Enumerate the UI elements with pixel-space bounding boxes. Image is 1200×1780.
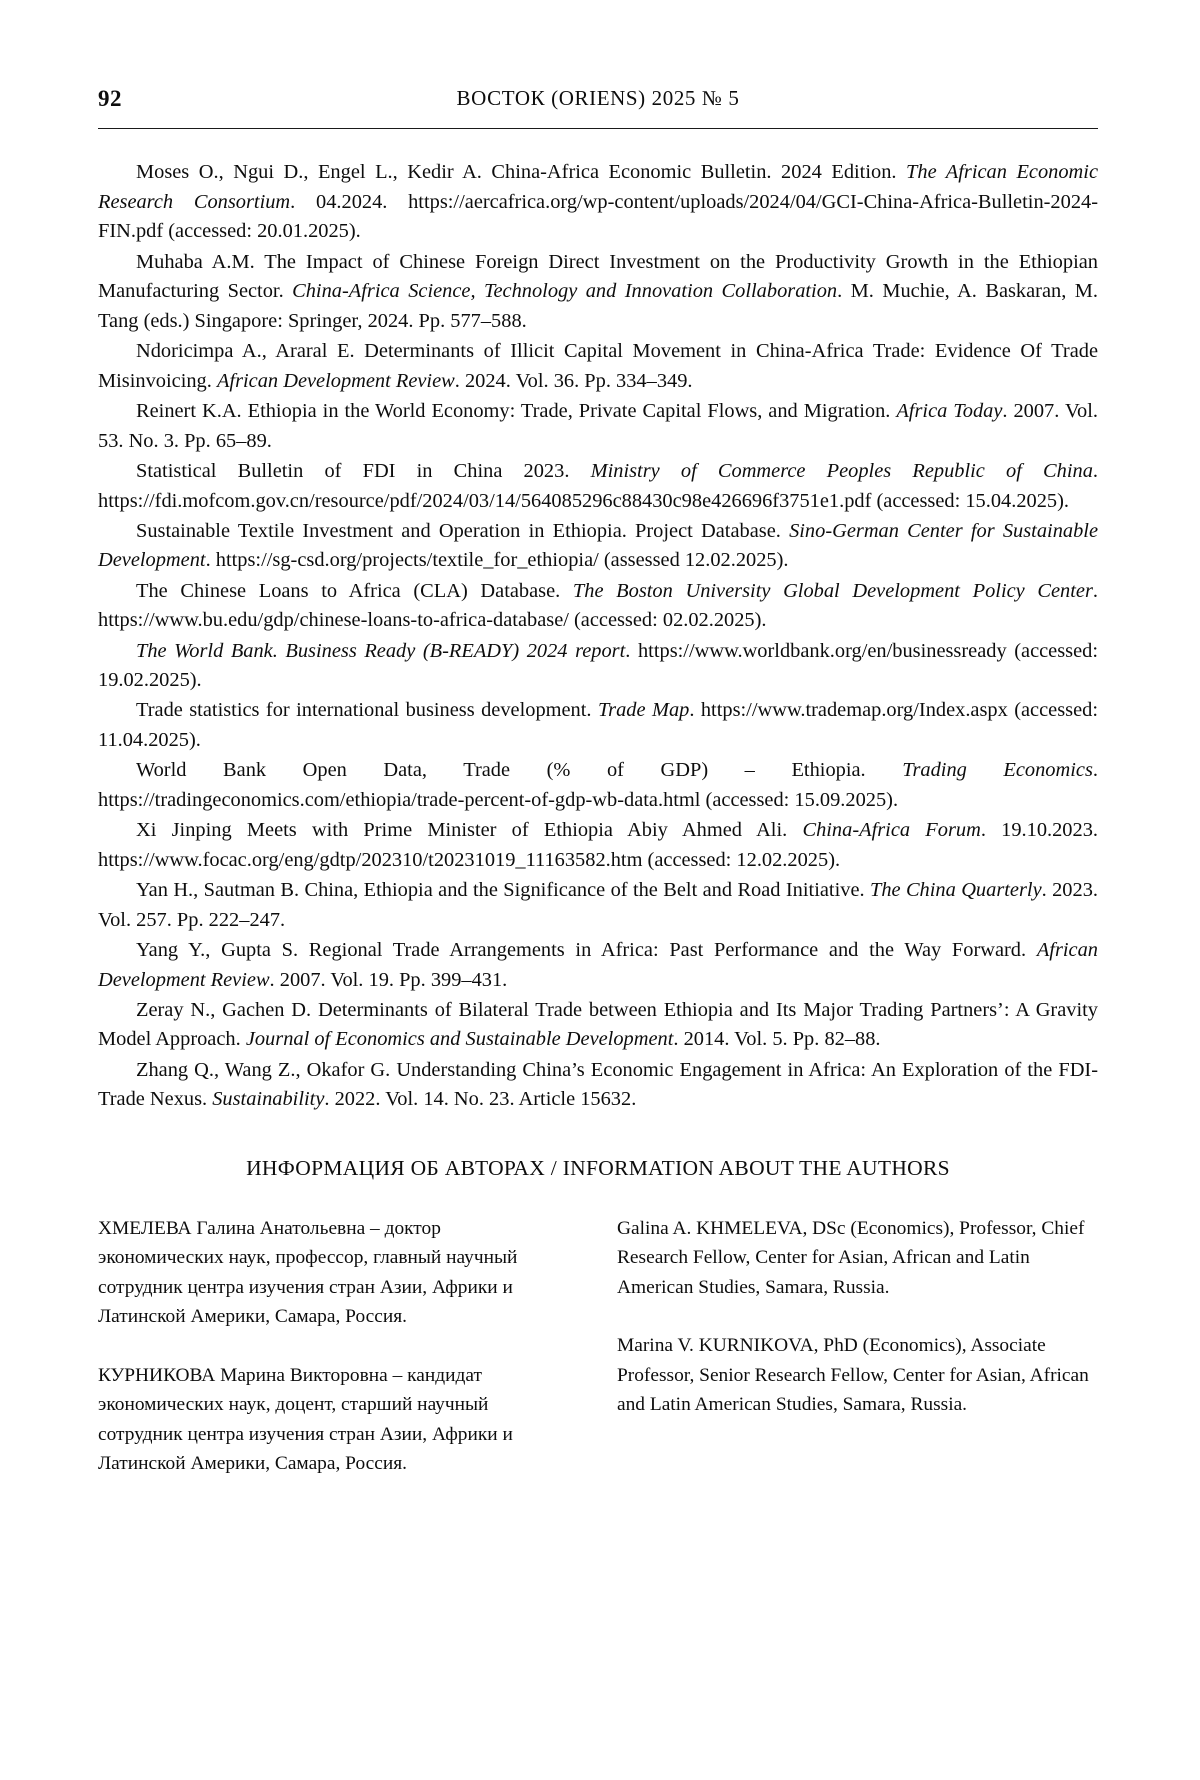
reference-text: Statistical Bulletin of FDI in China 2023. bbox=[136, 459, 591, 482]
reference-text: . 2022. Vol. 14. No. 23. Article 15632. bbox=[324, 1088, 637, 1111]
header-divider bbox=[98, 128, 1098, 129]
author-bio-ru: ХМЕЛЕВА Галина Анатольевна – доктор экономических наук, профессор, главный научный сотрудник центра изучения стран Азии, Африки и Латинской Америки, Самара, Россия. bbox=[98, 1218, 518, 1328]
reference-text: Zeray N., Gachen D. Determinants of Bilateral Trade between Ethiopia and Its Major Trading Partners’: A Gravity Model Approach. bbox=[98, 998, 1098, 1051]
page-content bbox=[98, 86, 1098, 1508]
reference-text: . https://www.trademap.org/Index.aspx (accessed: 11.04.2025). bbox=[98, 699, 1098, 752]
reference-text: Trade statistics for international business development. bbox=[136, 699, 598, 722]
reference-text: Zhang Q., Wang Z., Okafor G. Understanding China’s Economic Engagement in Africa: An Exploration of the FDI-Trade Nexus. bbox=[98, 1058, 1098, 1111]
reference-text: . https://www.bu.edu/gdp/chinese-loans-to-africa-database/ (accessed: 02.02.2025). bbox=[98, 579, 1098, 632]
reference-source-title: Journal of Economics and Sustainable Development bbox=[245, 1028, 674, 1051]
reference-entry bbox=[98, 637, 1098, 696]
reference-text: . https://tradingeconomics.com/ethiopia/trade-percent-of-gdp-wb-data.html (accessed: 15.09.2025). bbox=[98, 759, 1098, 811]
reference-source-title: Africa Today bbox=[896, 400, 1003, 422]
page-header bbox=[98, 86, 1098, 120]
reference-source-title: Ministry of Commerce Peoples Republic of China bbox=[590, 459, 1093, 482]
reference-source-title: Sustainability bbox=[212, 1088, 325, 1111]
reference-entry bbox=[98, 397, 1098, 456]
reference-text: Reinert K.A. Ethiopia in the World Economy: Trade, Private Capital Flows, and Migration. bbox=[136, 400, 897, 422]
reference-text: Ndoricimpa A., Araral E. Determinants of Illicit Capital Movement in China-Africa Trade: Evidence Of Trade Misinvoicing. bbox=[98, 340, 1098, 392]
reference-source-title: The World Bank. Business Ready (B-READY) 2024 report bbox=[136, 639, 626, 662]
reference-text: Moses O., Ngui D., Engel L., Kedir A. China-Africa Economic Bulletin. 2024 Edition. bbox=[136, 161, 907, 183]
reference-entry bbox=[98, 816, 1098, 875]
reference-source-title: China-Africa Forum bbox=[802, 819, 981, 842]
page-number: 92 bbox=[98, 86, 122, 111]
reference-text: . 2024. Vol. 36. Pp. 334–349. bbox=[454, 369, 693, 392]
reference-text: Yan H., Sautman B. China, Ethiopia and the Significance of the Belt and Road Initiative. bbox=[136, 879, 870, 901]
author-bio-en: Marina V. KURNIKOVA, PhD (Economics), Associate Professor, Senior Research Fellow, Center for Asian, African and Latin American Studies, Samara, Russia. bbox=[617, 1335, 1089, 1416]
reference-source-title: Trade Map bbox=[597, 699, 690, 722]
reference-entry bbox=[98, 696, 1098, 755]
reference-text: Xi Jinping Meets with Prime Minister of Ethiopia Abiy Ahmed Ali. bbox=[136, 819, 803, 842]
reference-entry bbox=[98, 1056, 1098, 1115]
reference-text: . https://sg-csd.org/projects/textile_for_ethiopia/ (assessed 12.02.2025). bbox=[205, 549, 789, 572]
reference-source-title: The African Economic Research Consortium bbox=[98, 161, 1098, 213]
reference-entry bbox=[98, 457, 1098, 516]
reference-text: . 2014. Vol. 5. Pp. 82–88. bbox=[673, 1028, 881, 1051]
reference-source-title: Trading Economics bbox=[902, 759, 1093, 782]
reference-source-title: The Boston University Global Development Policy Center bbox=[572, 579, 1093, 602]
reference-text: . 2007. Vol. 53. No. 3. Pp. 65–89. bbox=[98, 400, 1098, 452]
reference-source-title: Sino-German Center for Sustainable Development bbox=[98, 519, 1099, 572]
reference-text: World Bank Open Data, Trade (% of GDP) – Ethiopia. bbox=[136, 759, 903, 782]
author-bio-ru: КУРНИКОВА Марина Викторовна – кандидат экономических наук, доцент, старший научный сотрудник центра изучения стран Азии, Африки и Латинской Америки, Самара, Россия. bbox=[98, 1364, 513, 1475]
reference-text: . M. Muchie, A. Baskaran, M. Tang (eds.) Singapore: Springer, 2024. Pp. 577–588. bbox=[98, 280, 1098, 332]
reference-entry bbox=[98, 158, 1098, 247]
authors-section-title: ИНФОРМАЦИЯ ОБ АВТОРАХ / INFORMATION ABOUT THE AUTHORS bbox=[246, 1156, 950, 1180]
reference-source-title: The China Quarterly bbox=[869, 879, 1042, 901]
reference-text: Muhaba A.M. The Impact of Chinese Foreign Direct Investment on the Productivity Growth in the Ethiopian Manufacturing Sector. bbox=[98, 250, 1098, 303]
references-list bbox=[98, 158, 1098, 1115]
authors-column-english bbox=[617, 1214, 1098, 1508]
reference-entry bbox=[98, 337, 1098, 396]
reference-entry bbox=[98, 876, 1098, 935]
reference-entry bbox=[98, 936, 1098, 995]
reference-text: Sustainable Textile Investment and Operation in Ethiopia. Project Database. bbox=[136, 519, 790, 542]
reference-text: . https://fdi.mofcom.gov.cn/resource/pdf/2024/03/14/564085296c88430c98e426696f3751e1.pdf (accessed: 15.04.2025). bbox=[98, 459, 1099, 512]
authors-column-russian bbox=[98, 1214, 579, 1508]
reference-source-title: African Development Review bbox=[216, 369, 455, 392]
reference-entry bbox=[98, 756, 1098, 815]
reference-text: . 04.2024. https://aercafrica.org/wp-content/uploads/2024/04/GCI-China-Africa-Bulletin-2024-FIN.pdf (accessed: 20.01.2025). bbox=[98, 190, 1098, 243]
reference-text: . 2023. Vol. 257. Pp. 222–247. bbox=[98, 879, 1098, 931]
reference-text: . 2007. Vol. 19. Pp. 399–431. bbox=[269, 968, 508, 991]
reference-text: Yang Y., Gupta S. Regional Trade Arrangements in Africa: Past Performance and the Way Forward. bbox=[136, 938, 1037, 961]
authors-section bbox=[98, 1214, 1098, 1508]
author-bio-en: Galina A. KHMELEVA, DSc (Economics), Professor, Chief Research Fellow, Center for Asian, African and Latin American Studies, Samara, Russia. bbox=[617, 1218, 1085, 1298]
running-title: ВОСТОК (ORIENS) 2025 № 5 bbox=[456, 86, 740, 110]
reference-entry bbox=[98, 248, 1098, 337]
reference-text: . https://www.worldbank.org/en/businessready (accessed: 19.02.2025). bbox=[98, 639, 1099, 692]
reference-entry bbox=[98, 577, 1098, 636]
reference-entry bbox=[98, 517, 1098, 576]
reference-entry bbox=[98, 996, 1098, 1055]
reference-source-title: African Development Review bbox=[98, 938, 1098, 991]
reference-source-title: China-Africa Science, Technology and Innovation Collaboration bbox=[292, 280, 838, 303]
reference-text: . 19.10.2023. https://www.focac.org/eng/gdtp/202310/t20231019_11163582.htm (accessed: 12.02.2025). bbox=[98, 819, 1098, 871]
reference-text: The Chinese Loans to Africa (CLA) Database. bbox=[136, 579, 573, 602]
